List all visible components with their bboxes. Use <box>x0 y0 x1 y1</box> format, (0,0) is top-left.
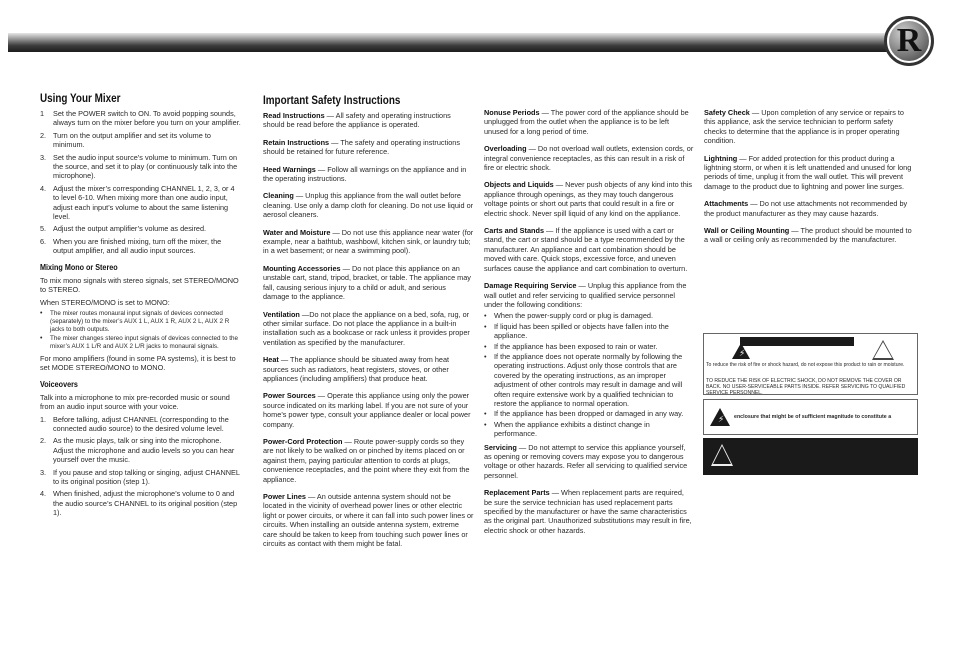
list-item: 6. When you are finished mixing, turn off the mixer, the output amplifier, and all audio input sources. <box>40 237 242 256</box>
step-text: Set the audio input source’s volume to minimum. Turn on the source, and set it to play (or continuously talk into the microphone). <box>53 152 238 181</box>
brand-logo <box>884 16 934 66</box>
list-item: 3. Set the audio input source’s volume to minimum. Turn on the source, and set it to play (or continuously talk into the microphone). <box>40 153 242 181</box>
list-item: • If liquid has been spilled or objects have fallen into the appliance. <box>484 321 669 341</box>
damage-conditions <box>484 311 694 438</box>
step-text: Adjust the mixer’s corresponding CHANNEL 1, 2, 3, or 4 to level 6-10. When mixing more than one audio input, adjust each input’s volume to about the same listening level. <box>53 183 235 222</box>
caution-box <box>703 333 918 395</box>
list-item: • When the appliance exhibits a distinct change in performance. <box>484 419 650 439</box>
column-using-mixer <box>40 93 242 521</box>
mixing-mono-bullets <box>40 310 242 351</box>
exclamation-warning-icon <box>872 340 894 360</box>
voiceovers-steps <box>40 415 242 518</box>
safety-item-damage: Damage Requiring Service — Unplug this appliance from the wall outlet and refer servicing to qualified service personnel under the following conditions: • When the power-supply cord or plug is damaged. • If liquid has been spilled or objects have fallen into the appliance. • If the appliance has been exposed to rain or water. • If the appliance does not operate normally by following the operating instructions. Adjust only those controls that are covered by the operating instructions, as an improper adjustment of other controls may result in damage and will often require extensive work by a qualified technician to restore the appliance to normal operation. • If the appliance has been dropped or damaged in any way. • When the appliance exhibits a distinct change in performance. <box>484 281 694 439</box>
voltage-warning-box <box>703 399 918 435</box>
safety-item-power-lines: Power Lines — An outside antenna system should not be located in the vicinity of overhead power lines or other electric light or power circuits, or where it can fall into such power lines or circuits. When installing an outside antenna system, extreme care should be taken to keep from touching such power lines or circuits as contact with them might be fatal. <box>263 492 474 549</box>
lightning-warning-icon: ⚡ <box>732 343 750 359</box>
safety-item-heed: Heed Warnings — Follow all warnings on the appliance and in the operating instructions. <box>263 164 467 184</box>
header-bar <box>8 33 888 52</box>
using-mixer-steps <box>40 109 242 256</box>
list-item: 3. If you pause and stop talking or singing, adjust CHANNEL to its original position (step 1). <box>40 467 240 486</box>
safety-item-nonuse: Nonuse Periods — The power cord of the appliance should be unplugged from the outlet when the appliance is to be left unused for a long period of time. <box>484 108 689 136</box>
list-item: • If the appliance has been dropped or damaged in any way. <box>484 409 684 419</box>
safety-item-safety-check: Safety Check — Upon completion of any service or repairs to this appliance, ask the service technician to perform safety checks to determine that the appliance is in proper operating condition. <box>704 108 904 146</box>
list-item: 5. Adjust the output amplifier’s volume as desired. <box>40 224 242 233</box>
safety-item-servicing: Servicing — Do not attempt to service this appliance yourself, as opening or removing covers may expose you to dangerous voltage or other hazards. Refer all servicing to qualified service personnel. <box>484 442 688 480</box>
safety-item-power-sources: Power Sources — Operate this appliance using only the power source indicated on its marking label. If you are not sure of your home’s power type, consult your appliance dealer or local power company. <box>263 391 471 429</box>
column-safety-1 <box>263 95 474 556</box>
step-text: When you are finished mixing, turn off the mixer, the output amplifier, and all audio input sources. <box>53 236 222 256</box>
exclamation-warning-icon <box>711 444 733 466</box>
safety-item-overloading: Overloading — Do not overload wall outlets, extension cords, or integral convenience receptacles, as this can result in a risk of fire or electric shock. <box>484 144 694 173</box>
caution-label-bar <box>740 337 854 346</box>
section-title-mixing-mono: Mixing Mono or Stereo <box>40 262 118 272</box>
step-text: Turn on the output amplifier and set its volume to minimum. <box>53 130 211 150</box>
safety-item-ventilation: Ventilation —Do not place the appliance on a bed, sofa, rug, or other similar surface. Do not place the appliance in a built-in installation such as a bookcase or rack unless it provides proper ventilation as specified by the manufacturer. <box>263 309 470 347</box>
section-title-using-mixer: Using Your Mixer <box>40 93 121 105</box>
safety-item-retain: Retain Instructions — The safety and operating instructions should be retained for future reference. <box>263 137 460 157</box>
step-text: Set the POWER switch to ON. To avoid popping sounds, always turn on the mixer before you turn on your amplifier. <box>53 109 241 128</box>
lightning-warning-icon: ⚡ <box>710 408 730 426</box>
list-item: 1 Set the POWER switch to ON. To avoid popping sounds, always turn on the mixer before you turn on your amplifier. <box>40 109 241 128</box>
logo-letter: R <box>889 21 929 61</box>
safety-item-read: Read Instructions — All safety and operating instructions should be read before the appliance is operated. <box>263 111 451 130</box>
safety-item-objects: Objects and Liquids — Never push objects of any kind into this appliance through openings, as they may touch dangerous voltage points or short out parts that could result in a fire or electric shock. Never spill liquid of any kind on the appliance. <box>484 180 693 218</box>
safety-item-cleaning: Cleaning — Unplug this appliance from the wall outlet before cleaning. Use only a damp cloth for cleaning. Do not use liquid or aerosol cleaners. <box>263 191 474 220</box>
mixing-mono-p2: When STEREO/MONO is set to MONO: <box>40 297 170 307</box>
safety-item-wall-mounting: Wall or Ceiling Mounting — The product should be mounted to a wall or ceiling only as recommended by the manufacturer. <box>704 226 912 245</box>
safety-item-replacement: Replacement Parts — When replacement parts are required, be sure the service technician has used replacement parts specified by the manufacturer or have the same characteristics as the original part. Unauthorized substitutions may result in fire, electric shock or other hazards. <box>484 488 692 535</box>
safety-item-water: Water and Moisture — Do not use this appliance near water (for example, near a bathtub, washbowl, kitchen sink, or laundry tub; in a wet basement; or near a swimming pool). <box>263 227 474 256</box>
voltage-warning-text: enclosure that might be of sufficient magnitude to constitute a <box>734 414 892 420</box>
caution-text-moisture: To reduce the risk of fire or shock hazard, do not expose this product to rain or moisture. <box>706 362 905 368</box>
step-text: Adjust the output amplifier’s volume as desired. <box>53 224 207 234</box>
list-item: 1. Before talking, adjust CHANNEL (corresponding to the connected audio source) to the desired volume level. <box>40 414 229 433</box>
list-item: 4. Adjust the mixer’s corresponding CHANNEL 1, 2, 3, or 4 to level 6-10. When mixing more than one audio input, adjust each input’s volume to about the same listening level. <box>40 184 242 222</box>
list-item: • The mixer routes monaural input signals of devices connected (separately) to the mixer’s AUX 1 L, AUX 1 R, AUX 2 L, AUX 2 R jacks to both outputs. <box>40 309 230 333</box>
voiceovers-intro: Talk into a microphone to mix pre-recorded music or sound from an audio input source with your voice. <box>40 392 230 412</box>
list-item: • If the appliance does not operate normally by following the operating instructions. Adjust only those controls that are covered by the operating instructions, as an improper adjustment of other controls may result in damage and will often require extensive work by a qualified technician to restore the appliance to normal operation. <box>484 351 683 408</box>
column-safety-3 <box>704 108 917 253</box>
attention-box <box>703 438 918 475</box>
list-item: 2. As the music plays, talk or sing into the microphone. Adjust the microphone and audio levels so you can hear yourself over the music. <box>40 436 235 465</box>
column-safety-2 <box>484 108 694 543</box>
caution-text-shock: TO REDUCE THE RISK OF ELECTRIC SHOCK, DO NOT REMOVE THE COVER OR BACK. NO USER-SERVICEABLE PARTS INSIDE. REFER SERVICING TO QUALIFIED SERVICE PERSONNEL. <box>706 378 906 396</box>
list-item: • When the power-supply cord or plug is damaged. <box>484 311 653 321</box>
list-item: • The mixer changes stereo input signals of devices connected to the mixer’s AUX 1 L/R and AUX 2 L/R jacks to monaural signals. <box>40 334 238 350</box>
safety-item-attachments: Attachments — Do not use attachments not recommended by the product manufacturer as they may cause hazards. <box>704 199 908 218</box>
safety-item-power-cord: Power-Cord Protection — Route power-supply cords so they are not likely to be walked on or pinched by items placed on or against them, paying particular attention to cords at plugs, convenience receptacles, and the point where they exit from the appliance. <box>263 436 470 484</box>
safety-item-lightning: Lightning — For added protection for this product during a lightning storm, or when it is left unattended and unused for long periods of time, unplug it from the wall outlet. This will prevent damage to the product due to lightning and power line surges. <box>704 153 912 191</box>
list-item: • If the appliance has been exposed to rain or water. <box>484 341 658 351</box>
safety-item-mounting: Mounting Accessories — Do not place this appliance on an unstable cart, stand, tripod, bracket, or table. The appliance may fall, causing serious injury to a child or adult, and serious damage to the appliance. <box>263 263 471 302</box>
list-item: 2. Turn on the output amplifier and set its volume to minimum. <box>40 131 242 150</box>
mixing-mono-p1: To mix mono signals with stereo signals, set STEREO/MONO to STEREO. <box>40 275 239 295</box>
safety-item-carts: Carts and Stands — If the appliance is used with a cart or stand, the cart or stand should be a type recommended by the manufacturer. An appliance and cart combination should be moved with care. Quick stops, excessive force, and uneven surfaces cause the appliance and cart combination to overturn. <box>484 226 688 273</box>
section-title-voiceovers: Voiceovers <box>40 379 78 389</box>
mixing-mono-p3: For mono amplifiers (found in some PA systems), it is best to set MODE STEREO/MONO to MONO. <box>40 353 236 373</box>
section-title-safety: Important Safety Instructions <box>263 95 401 107</box>
list-item: 4. When finished, adjust the microphone’s volume to 0 and the audio source’s CHANNEL to its original position (step 1). <box>40 489 238 518</box>
safety-item-heat: Heat — The appliance should be situated away from heat sources such as radiators, heat registers, stoves, or other appliances (including amplifiers) that produce heat. <box>263 355 450 383</box>
